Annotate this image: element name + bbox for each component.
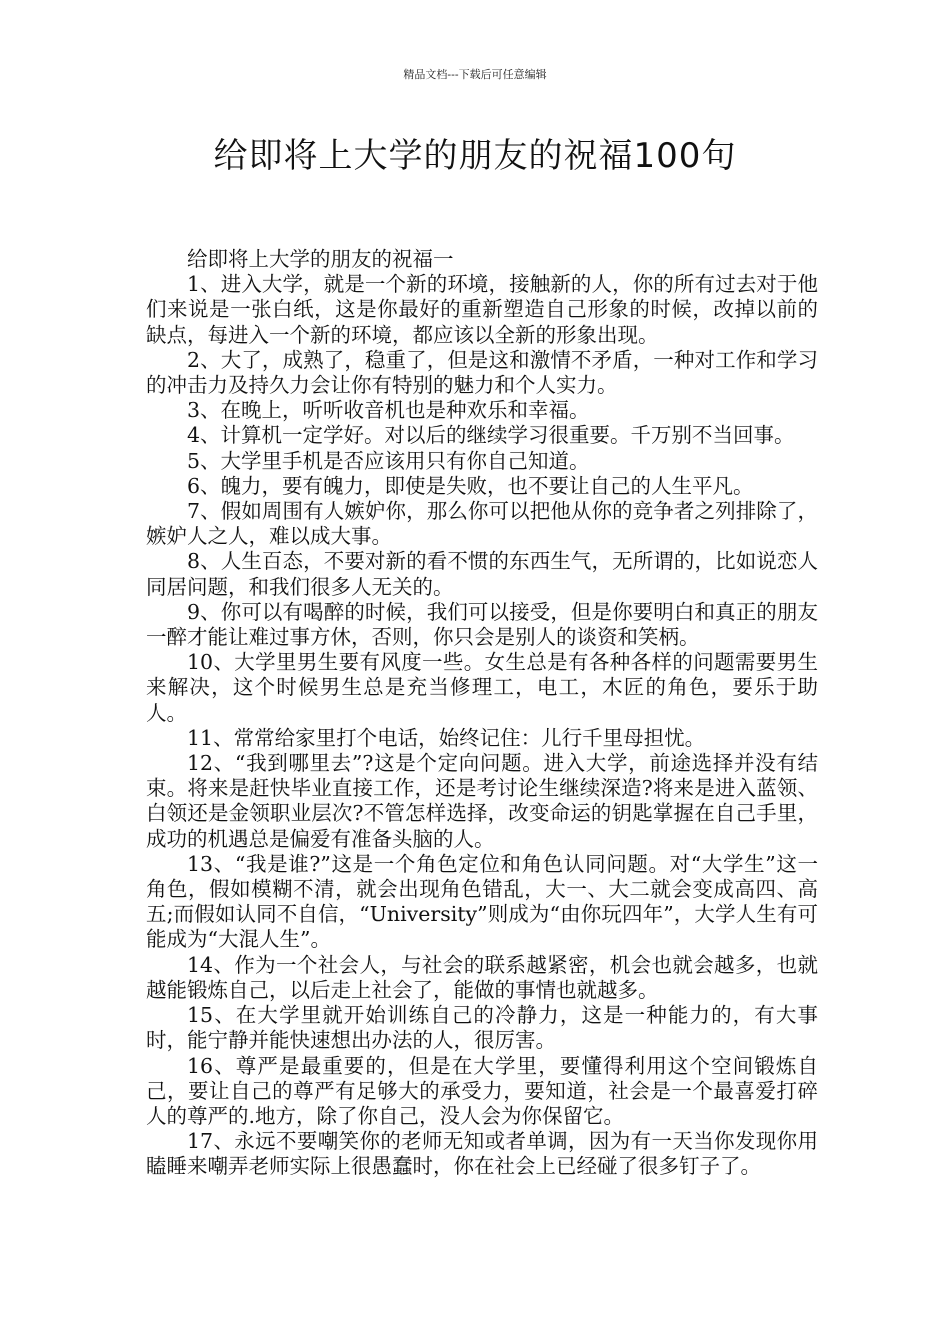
- paragraph: 15、在大学里就开始训练自己的冷静力，这是一种能力的，有大事时，能宁静并能快速想出办法的人，很厉害。: [146, 1003, 818, 1053]
- paragraph: 3、在晚上，听听收音机也是种欢乐和幸福。: [187, 398, 590, 423]
- paragraph: 9、你可以有喝醉的时候，我们可以接受，但是你要明白和真正的朋友一醉才能让难过事方休，否则，你只会是别人的谈资和笑柄。: [146, 599, 818, 650]
- section-heading: 给即将上大学的朋友的祝福一: [187, 247, 454, 271]
- paragraph: 17、永远不要嘲笑你的老师无知或者单调，因为有一天当你发现你用瞌睡来嘲弄老师实际上很愚蠢时，你在社会上已经碰了很多钉子了。: [146, 1129, 818, 1179]
- paragraph: 14、作为一个社会人，与社会的联系越紧密，机会也就会越多，也就越能锻炼自己，以后走上社会了，能做的事情也就越多。: [146, 952, 818, 1002]
- paragraph: 16、尊严是最重要的，但是在大学里，要懂得利用这个空间锻炼自己，要让自己的尊严有足够大的承受力，要知道，社会是一个最喜爱打碎人的尊严的.地方，除了你自己，没人会为你保留它。: [146, 1053, 818, 1128]
- paragraph: 1、进入大学，就是一个新的环境，接触新的人，你的所有过去对于他们来说是一张白纸，这是你最好的重新塑造自己形象的时候，改掉以前的缺点，每进入一个新的环境，都应该以全新的形象出现。: [146, 272, 818, 347]
- paragraph: 13、“我是谁?”这是一个角色定位和角色认同问题。对“大学生”这一角色，假如模糊不清，就会出现角色错乱，大一、大二就会变成高四、高五;而假如认同不自信，“University”则成为“由你玩四年”，大学人生有可能成为“大混人生”。: [146, 851, 818, 952]
- document-body: [146, 247, 818, 1180]
- paragraph: 11、常常给家里打个电话，始终记住：儿行千里母担忧。: [187, 725, 706, 750]
- paragraph: 5、大学里手机是否应该用只有你自己知道。: [187, 448, 590, 473]
- paragraph: 7、假如周围有人嫉妒你，那么你可以把他从你的竞争者之列排除了，嫉妒人之人，难以成大事。: [146, 499, 818, 549]
- document-title: 给即将上大学的朋友的祝福100句: [213, 136, 737, 176]
- paragraph: 12、“我到哪里去”?这是个定向问题。进入大学，前途选择并没有结束。将来是赶快毕业直接工作，还是考讨论生继续深造?将来是进入蓝领、白领还是金领职业层次?不管怎样选择，改变命运的钥匙掌握在自己手里，成功的机遇总是偏爱有准备头脑的人。: [146, 751, 818, 851]
- paragraph: 2、大了，成熟了，稳重了，但是这和激情不矛盾，一种对工作和学习的冲击力及持久力会让你有特别的魅力和个人实力。: [146, 347, 818, 398]
- paragraph: 8、人生百态，不要对新的看不惯的东西生气，无所谓的，比如说恋人同居问题，和我们很多人无关的。: [146, 549, 818, 599]
- paragraph: 4、计算机一定学好。对以后的继续学习很重要。千万别不当回事。: [187, 423, 795, 448]
- paragraph: 10、大学里男生要有风度一些。女生总是有各种各样的问题需要男生来解决，这个时候男生总是充当修理工，电工，木匠的角色，要乐于助人。: [146, 650, 818, 725]
- page-header-note: 精品文档---下载后可任意编辑: [403, 68, 547, 81]
- paragraph: 6、魄力，要有魄力，即使是失败，也不要让自己的人生平凡。: [187, 473, 754, 498]
